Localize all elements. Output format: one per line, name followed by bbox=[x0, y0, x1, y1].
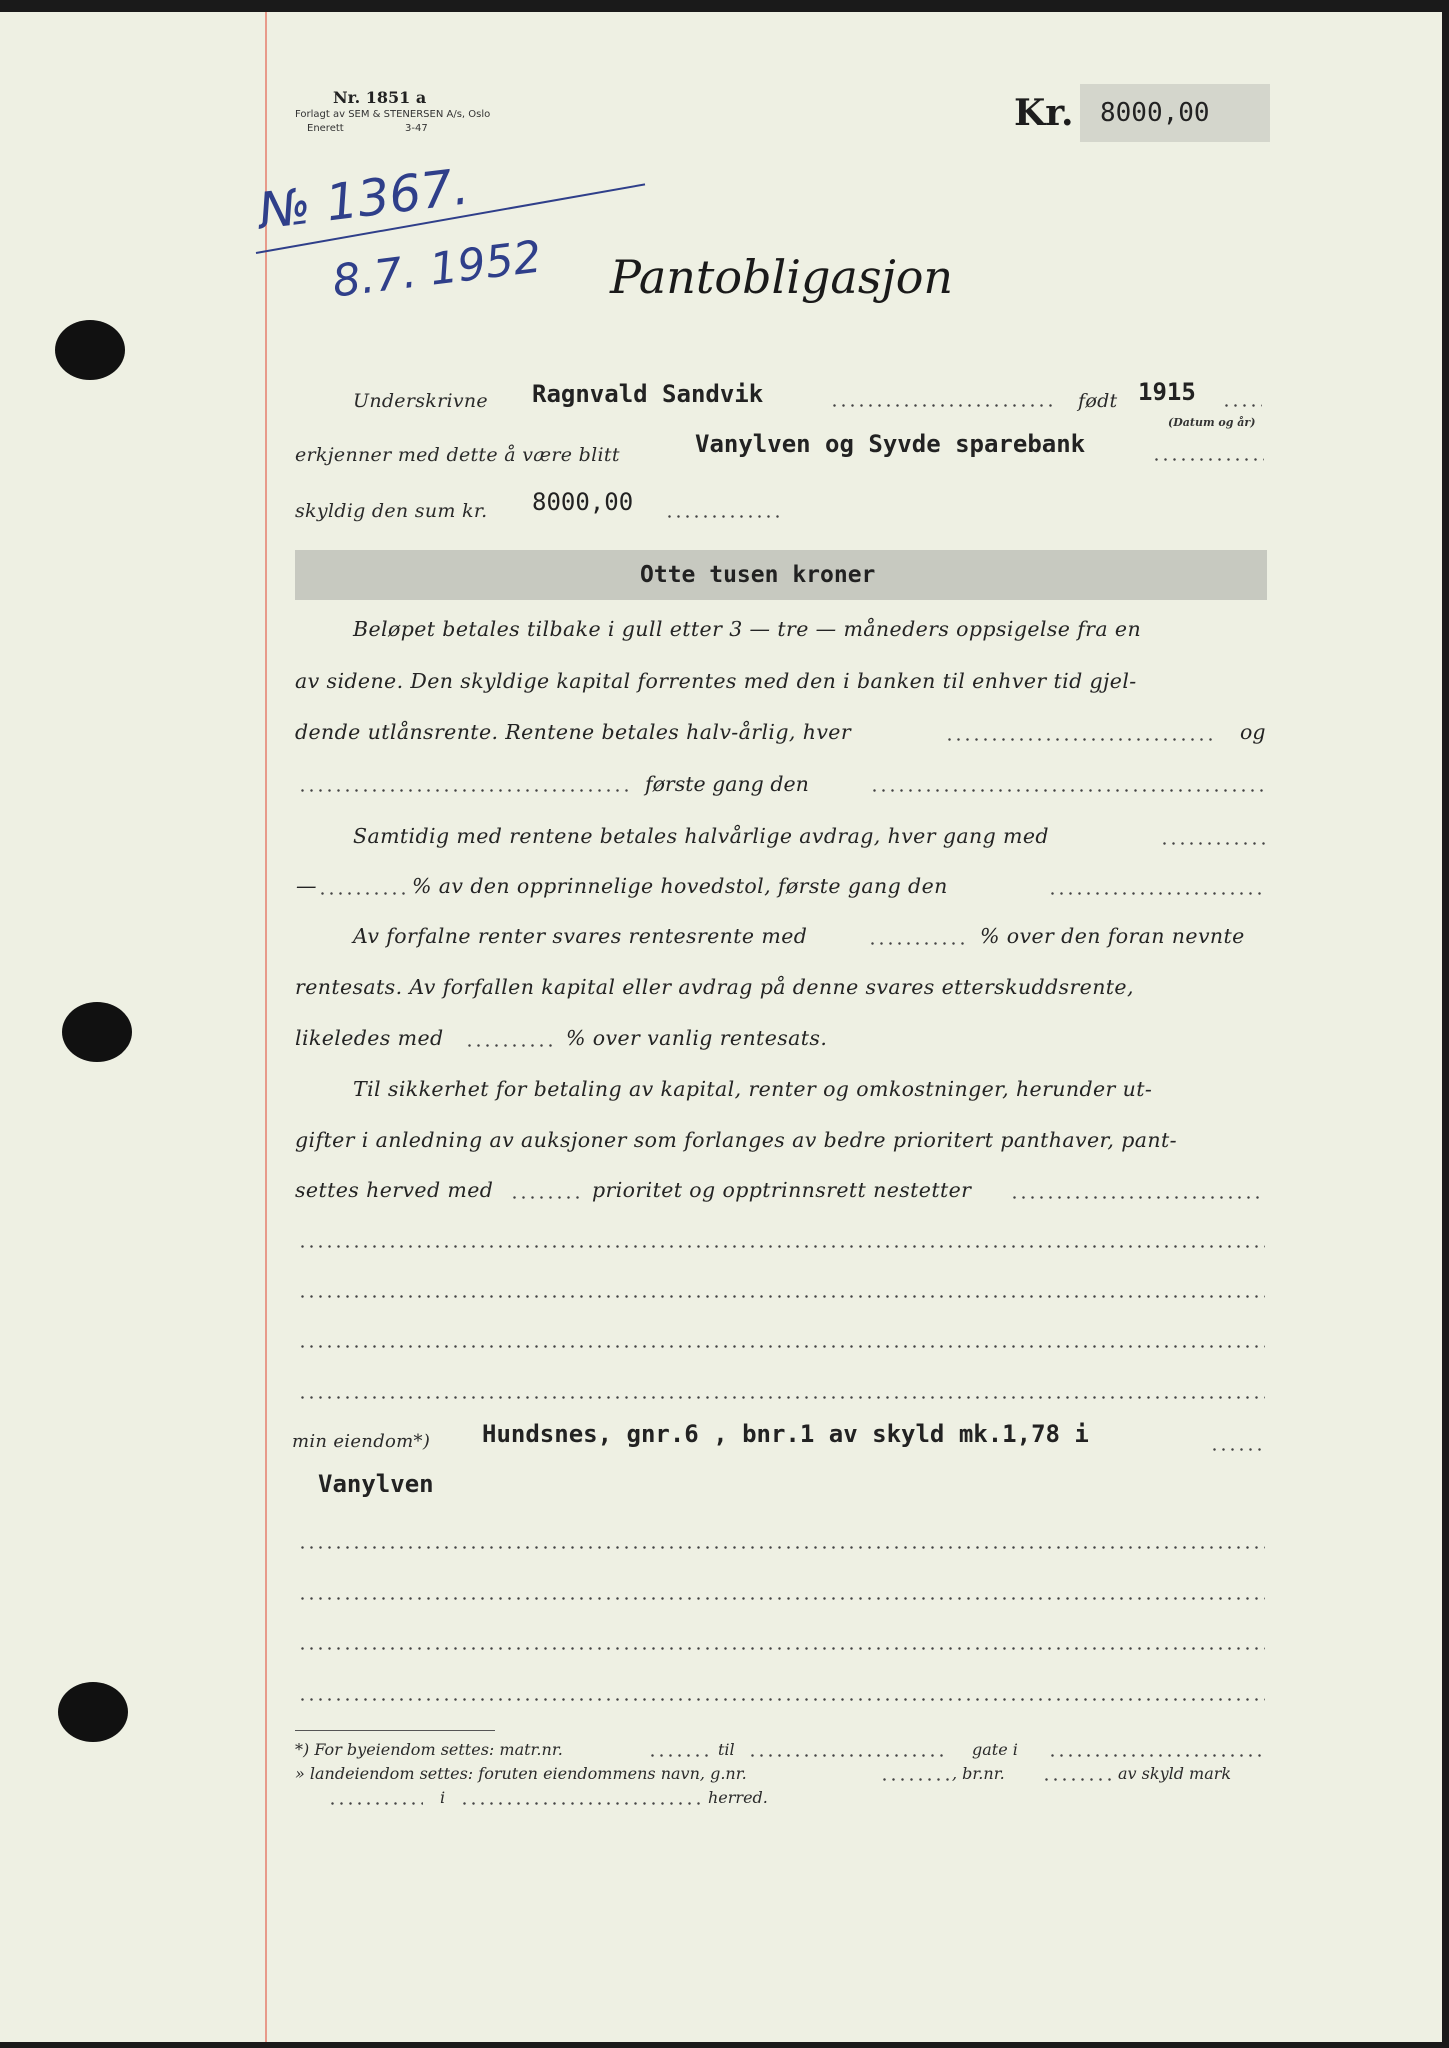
body-p3-line1: Av forfalne renter svares rentesrente med bbox=[353, 924, 808, 948]
undersigned-dots bbox=[830, 404, 1055, 407]
blank-line-4 bbox=[298, 1396, 1265, 1399]
undersigned-label: Underskrivne bbox=[353, 390, 488, 412]
publisher-code: 3-47 bbox=[405, 123, 428, 134]
sum-dots bbox=[665, 515, 780, 518]
body-p2-line1: Samtidig med rentene betales halvårlige avdrag, hver gang med bbox=[353, 824, 1049, 848]
body-p4-line1: Til sikkerhet for betaling av kapital, renter og omkostninger, herunder ut- bbox=[353, 1077, 1153, 1101]
p3-line1-dots bbox=[868, 942, 970, 945]
body-p1-line3-og: og bbox=[1240, 720, 1266, 744]
creditor-label: erkjenner med dette å være blitt bbox=[295, 444, 620, 466]
handwritten-date: 8.7. 1952 bbox=[329, 231, 545, 308]
footnote-line3-dots-1 bbox=[328, 1802, 423, 1805]
footnote-line2-c: av skyld mark bbox=[1118, 1764, 1232, 1783]
body-p4-line2: gifter i anledning av auksjoner som forlanges av bedre prioritert panthaver, pant- bbox=[295, 1128, 1177, 1152]
punch-hole-top bbox=[55, 320, 125, 380]
born-value: 1915 bbox=[1138, 378, 1196, 406]
document-title: Pantobligasjon bbox=[610, 250, 954, 304]
blank-line-1 bbox=[298, 1245, 1265, 1248]
body-p2-line2: % av den opprinnelige hovedstol, første gang den bbox=[412, 874, 948, 898]
body-p1-line3: dende utlånsrente. Rentene betales halv-årlig, hver bbox=[295, 720, 852, 744]
body-p3-line3-b: % over vanlig rentesats. bbox=[566, 1026, 828, 1050]
p2-line1-dots bbox=[1160, 842, 1265, 845]
p4-line3-dots-left bbox=[510, 1196, 585, 1199]
sum-value: 8000,00 bbox=[532, 488, 634, 516]
p4-line3-dots-right bbox=[1010, 1196, 1265, 1199]
publisher-enerett: Enerett bbox=[307, 123, 344, 134]
p1-line4-dots-left bbox=[298, 789, 628, 792]
handwritten-number: № 1367. bbox=[255, 157, 472, 241]
footnote-line2-dots-2 bbox=[1042, 1778, 1112, 1781]
amount-box-value: 8000,00 bbox=[1100, 98, 1210, 128]
property-line2: Vanylven bbox=[318, 1470, 434, 1498]
blank-line-6 bbox=[298, 1597, 1265, 1600]
form-number: Nr. 1851 a bbox=[333, 88, 427, 107]
blank-line-8 bbox=[298, 1698, 1265, 1701]
footnote-line1-c: gate i bbox=[972, 1740, 1018, 1759]
footnote-line2-dots-1 bbox=[880, 1778, 950, 1781]
creditor-dots bbox=[1152, 458, 1264, 461]
kr-label: Kr. bbox=[1014, 92, 1074, 134]
blank-line-3 bbox=[298, 1345, 1265, 1348]
property-line1: Hundsnes, gnr.6 , bnr.1 av skyld mk.1,78 i bbox=[482, 1420, 1089, 1448]
footnote-line3-a: i bbox=[440, 1788, 446, 1807]
document-page bbox=[0, 12, 1442, 2042]
born-hint: (Datum og år) bbox=[1168, 416, 1256, 429]
p1-line3-dots bbox=[945, 738, 1215, 741]
footnote-line1-dots-3 bbox=[1048, 1754, 1265, 1757]
footnote-line2-b: , br.nr. bbox=[952, 1764, 1005, 1783]
body-p1-line4: første gang den bbox=[645, 772, 809, 796]
footnote-line3-b: herred. bbox=[708, 1788, 768, 1807]
undersigned-value: Ragnvald Sandvik bbox=[532, 380, 764, 408]
punch-hole-middle bbox=[62, 1002, 132, 1062]
p2-line2-dots-right bbox=[1048, 892, 1265, 895]
body-p4-line3: settes herved med bbox=[295, 1178, 494, 1202]
blank-line-5 bbox=[298, 1546, 1265, 1549]
footnote-line1-b: til bbox=[718, 1740, 735, 1759]
footnote-line2-a: » landeiendom settes: foruten eiendommens navn, g.nr. bbox=[295, 1764, 747, 1783]
body-p3-line1-b: % over den foran nevnte bbox=[980, 924, 1245, 948]
body-p3-line3: likeledes med bbox=[295, 1026, 444, 1050]
body-p1-line2: av sidene. Den skyldige kapital forrentes med den i banken til enhver tid gjel- bbox=[295, 669, 1137, 693]
p3-line3-dots bbox=[465, 1044, 557, 1047]
p1-line4-dots-right bbox=[870, 789, 1265, 792]
creditor-value: Vanylven og Syvde sparebank bbox=[695, 430, 1086, 458]
publisher-line: Forlagt av SEM & STENERSEN A/s, Oslo bbox=[295, 109, 491, 120]
property-label: min eiendom*) bbox=[292, 1431, 431, 1452]
born-dots bbox=[1222, 404, 1262, 407]
margin-line bbox=[265, 12, 267, 2042]
sum-words: Otte tusen kroner bbox=[640, 562, 876, 588]
footnote-line1-a: *) For byeiendom settes: matr.nr. bbox=[295, 1740, 563, 1759]
body-p2-dash: — bbox=[296, 874, 317, 898]
blank-line-2 bbox=[298, 1295, 1265, 1298]
body-p4-line3-b: prioritet og opptrinnsrett nestetter bbox=[592, 1178, 972, 1202]
body-p3-line2: rentesats. Av forfallen kapital eller avdrag på denne svares etterskuddsrente, bbox=[295, 975, 1134, 999]
p2-line2-dots-left bbox=[318, 892, 410, 895]
body-p1-line1: Beløpet betales tilbake i gull etter 3 — tre — måneders oppsigelse fra en bbox=[353, 617, 1142, 641]
property-line1-dots bbox=[1210, 1448, 1265, 1451]
sum-label: skyldig den sum kr. bbox=[295, 500, 488, 522]
footnote-line3-dots-2 bbox=[460, 1802, 700, 1805]
footnote-line1-dots-1 bbox=[648, 1754, 713, 1757]
punch-hole-bottom bbox=[58, 1682, 128, 1742]
blank-line-7 bbox=[298, 1647, 1265, 1650]
footnote-rule bbox=[295, 1730, 495, 1731]
footnote-line1-dots-2 bbox=[748, 1754, 948, 1757]
born-label: født bbox=[1078, 390, 1118, 412]
